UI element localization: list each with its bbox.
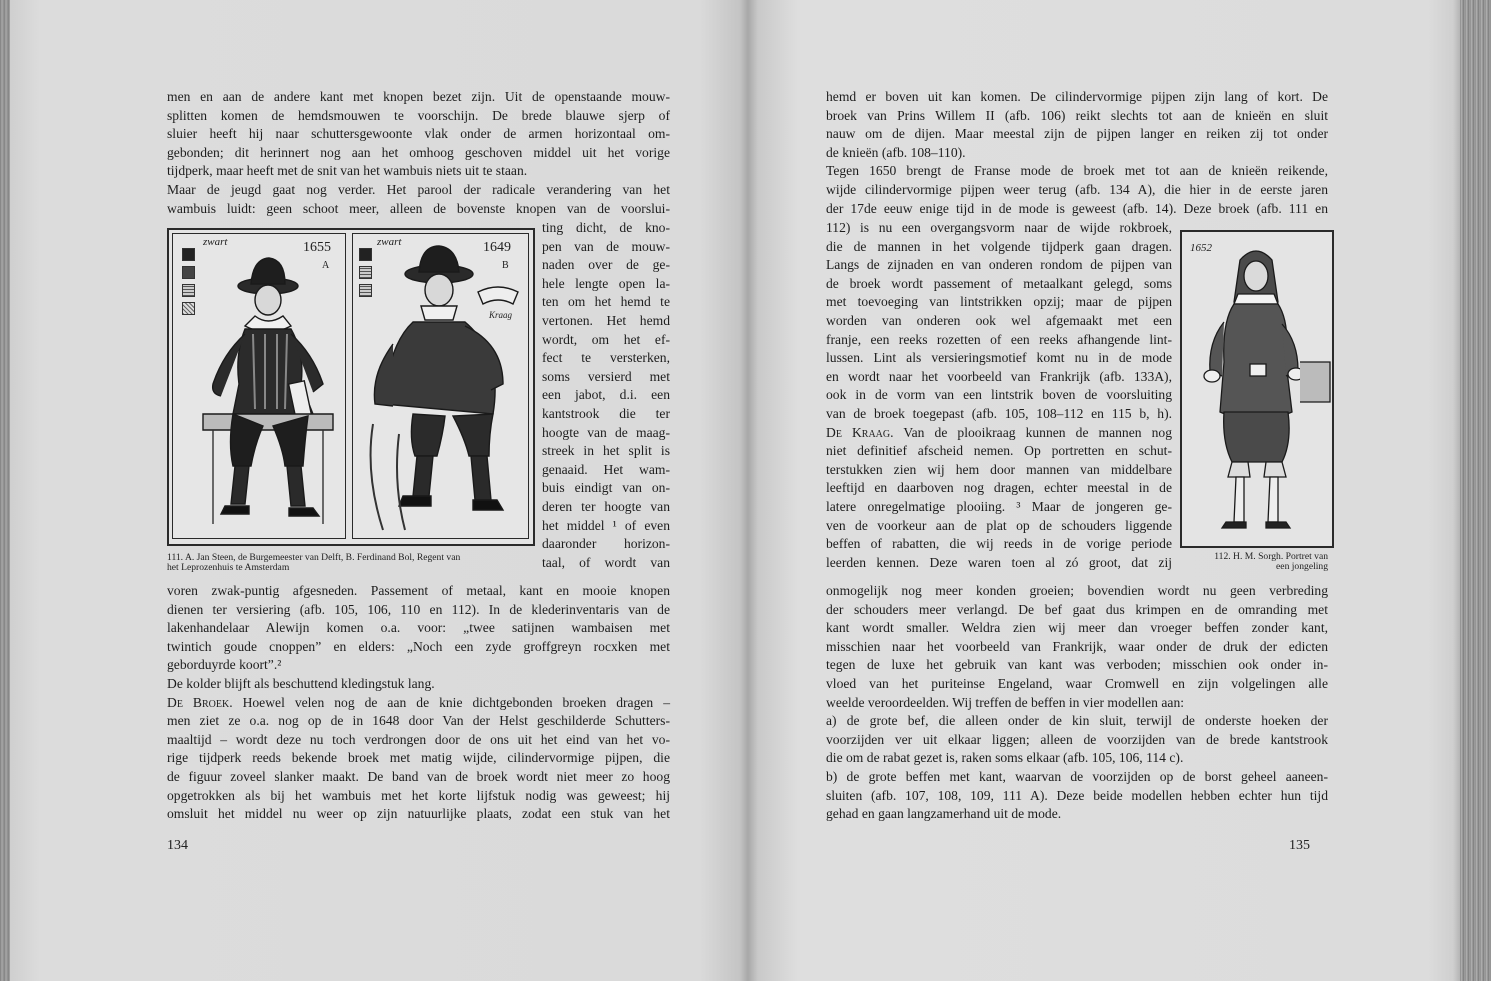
text-line: geborduyrde koort”.² [167, 657, 282, 673]
figure-111-caption [167, 553, 460, 573]
text-line: De Kraag. Van de plooikraag kunnen de mannen nog [826, 424, 1172, 440]
text-line: franje, een reeks rozetten of een reeks afhangende lint- [826, 331, 1172, 347]
text-line: der 17de eeuw enige tijd in de mode is geweest (afb. 14). Deze broek (afb. 111 en [826, 200, 1328, 216]
text-line: b) de grote beffen met kant, waarvan de voorzijden op de borst geheel aaneen- [826, 768, 1328, 784]
text-line: tegen de luxe het gebruik van kant was verboden; misschien ook onder in- [826, 657, 1328, 673]
panel-year: 1655 [303, 240, 331, 255]
text-line: die de mannen in het volgende tijdperk gaan dragen. [826, 238, 1172, 254]
text-line: die om de rabat gezet is, raken soms elkaar (afb. 105, 106, 114 c). [826, 750, 1184, 766]
collar-label: Kraag [489, 310, 513, 320]
text-line: en wordt naar het voorbeeld van Frankrijk (afb. 133A), [826, 368, 1172, 384]
text-line: splitten komen de hemdsmouwen te voorschijn. De brede blauwe sjerp of [167, 107, 670, 123]
text-line: Maar de jeugd gaat nog verder. Het parool der radicale verandering van het [167, 181, 670, 197]
text-line: Langs de zijnaden en van onderen rondom de pijpen van [826, 257, 1172, 273]
text-line: voren zwak-puntig afgesneden. Passement of metaal, kant en mooie knopen [167, 583, 670, 598]
text-line: beffen of rabatten, die wij reeds in de vorige periode [826, 536, 1172, 552]
panel-year: 1649 [483, 240, 511, 255]
left-text-bottom [167, 582, 670, 824]
text-line: broek van Prins Willem II (afb. 106) reikt slechts tot aan de knieën en sluit [826, 107, 1328, 123]
standing-youth-illustration [1182, 232, 1332, 546]
text-line: gehad en gaan langzamerhand uit de mode. [826, 806, 1062, 822]
text-line: lakenhandelaar Alewijn komen o.a. voor: „twee satijnen wambaisen met [167, 620, 670, 636]
text-line: pen van de mouw- [542, 238, 670, 254]
page-edge [1460, 0, 1491, 981]
section-heading: De Broek. [167, 694, 233, 710]
text-line: soms versierd met [542, 368, 670, 384]
figure-112 [1180, 230, 1334, 548]
text-line: worden van onderen ook wel afgemaakt met een [826, 312, 1172, 328]
text-line: streek in het split is [542, 443, 670, 459]
seated-man-illustration [173, 234, 345, 538]
figure-year: 1652 [1190, 242, 1212, 254]
text-line: omsluit het middel nu weer op zijn natuurlijke plaats, zodat een stuk van het [167, 806, 670, 822]
text-line: een jabot, d.i. een [542, 387, 670, 403]
text-line: 112) is nu een overgangsvorm naar de wijde rokbroek, [826, 220, 1172, 235]
text-line: De Broek. Hoewel velen nog de aan de knie dichtgebonden broeken dragen – [167, 694, 670, 710]
text-line: opgetrokken als bij het wambuis met het korte lijfstuk nodig was geweest; hij [167, 787, 670, 803]
text-line: tijdperk, maar heeft met de snit van het wambuis niets uit te staan. [167, 163, 528, 179]
text-line: genaaid. Het wam- [542, 461, 670, 477]
text-line: wijde cilindervormige pijpen weer terug (afb. 134 A), die hier in de eerste jaren [826, 181, 1328, 197]
text-line: dienen ter versiering (afb. 105, 106, 110 en 112). In de klederinventaris van de [167, 601, 670, 617]
text-line: de figuur zoveel slanker maakt. De band van de broek wordt niet meer zo hoog [167, 768, 670, 784]
text-line: men en aan de andere kant met knopen bezet zijn. Uit de openstaande mouw- [167, 89, 670, 104]
text-line: taal, of wordt van [542, 554, 670, 570]
right-text-top [826, 88, 1328, 218]
caption-line: het Leprozenhuis te Amsterdam [167, 562, 290, 573]
text-line: leeftijd en daarboven nog dragen, echter meestal in de [826, 480, 1172, 496]
caption-line: een jongeling [1276, 561, 1328, 572]
text-line: van de broek toegepast (afb. 105, 108–112 en 115 b, h). [826, 405, 1172, 421]
text-line: ook in de vorm van een lintstrik boven de voorsluiting [826, 387, 1172, 403]
left-text-side [542, 219, 670, 572]
text-line: men ziet ze o.a. nog op de in 1648 door Van der Helst geschilderde Schutters- [167, 713, 670, 729]
text-line: buis eindigt van on- [542, 480, 670, 496]
panel-note: zwart [377, 236, 402, 248]
page-edge [0, 0, 10, 981]
page-number-left: 134 [167, 838, 188, 853]
text-line: latere onregelmatige plooiing. ³ Maar de jongeren ge- [826, 498, 1172, 514]
text-line: misschien naar het voorbeeld van Frankrijk, waar onder de druk der edicten [826, 638, 1328, 654]
text-line: hoogte van de maag- [542, 424, 670, 440]
text-line: wordt, om het ef- [542, 331, 670, 347]
text-line: rige tijdperk reeds bekende broek met matig wijde, cilindervormige pijpen, die [167, 750, 670, 766]
text-line: niet definitief afscheid nemen. Op portretten en schut- [826, 443, 1172, 459]
text-line: hemd er boven uit kan komen. De cilindervormige pijpen zijn lang of kort. De [826, 89, 1328, 104]
text-line: voorzijden ver uit elkaar liggen; alleen de voorzijden van de brede kantstrook [826, 731, 1328, 747]
text-line: maaltijd – wordt deze nu toch verdrongen door de ons uit het eind van het vo- [167, 731, 670, 747]
text-line: kantstrook die ter [542, 405, 670, 421]
text-line: ten om het hemd te [542, 294, 670, 310]
right-text-side [826, 219, 1172, 572]
text-line: de broek wordt passement of metaalkant gelegd, soms [826, 275, 1172, 291]
panel-note: zwart [203, 236, 228, 248]
text-line: sluiten (afb. 107, 108, 109, 111 A). Deze beide modellen hebben echter hun tijd [826, 787, 1328, 803]
text-line: het middel ¹ of even [542, 517, 670, 533]
text-line: naden over de ge- [542, 257, 670, 273]
text-line: lussen. Lint als versieringsmotief komt nu in de mode [826, 350, 1172, 366]
text-line: sluier heeft hij naar schuttersgewoonte vlak onder de armen horizontaal om- [167, 126, 670, 142]
text-line: onmogelijk nog meer konden groeien; bovendien wordt nu geen verbreding [826, 583, 1328, 598]
text-line: gebonden; dit herinnert nog aan het omhoog geschoven middel uit het vorige [167, 144, 670, 160]
text-line: vloed van het puriteinse Engeland, waar Cromwell en zijn volgelingen alle [826, 675, 1328, 691]
seated-regent-illustration [353, 234, 528, 538]
caption-line: 112. H. M. Sorgh. Portret van [1214, 551, 1328, 562]
text-line: der schouders meer verlangd. De bef gaat dus krimpen en de omranding met [826, 601, 1328, 617]
figure-111 [167, 228, 535, 546]
text-line: weelde veroordeelden. Wij treffen de beffen in vier modellen aan: [826, 694, 1185, 710]
section-heading: De Kraag. [826, 424, 894, 440]
caption-line: 111. A. Jan Steen, de Burgemeester van Delft, B. Ferdinand Bol, Regent van [167, 552, 461, 563]
left-text-top [167, 88, 670, 218]
text-line: vertonen. Het hemd [542, 312, 670, 328]
text-line: ting dicht, de kno- [542, 220, 670, 235]
figure-112-caption [1182, 552, 1328, 572]
text-line: hele lengte open la- [542, 275, 670, 291]
text-line: deren ter hoogte van [542, 498, 670, 514]
text-line: met toevoeging van lintstrikken opzij; maar de pijpen [826, 294, 1172, 310]
figure-panel-a [172, 233, 346, 539]
right-page [748, 0, 1460, 981]
text-line: twintich goude cnoppen” en elders: „Noch een zyde groffgreyn rocxken met [167, 638, 670, 654]
panel-letter: B [502, 260, 509, 271]
right-text-bottom [826, 582, 1328, 824]
text-line: kant wordt smaller. Weldra zien wij meer dan vroeger beffen zonder kant, [826, 620, 1328, 636]
text-line: daaronder horizon- [542, 536, 670, 552]
text-line: Tegen 1650 brengt de Franse mode de broek met tot aan de knieën reikende, [826, 163, 1328, 179]
text-line: fect te versterken, [542, 350, 670, 366]
text-line: terstukken zien wij hem door mannen van middelbare [826, 461, 1172, 477]
text-line: de knieën (afb. 108–110). [826, 144, 966, 160]
figure-panel-b [352, 233, 529, 539]
panel-letter: A [322, 260, 330, 271]
text-line: De kolder blijft als beschuttend kledingstuk lang. [167, 675, 435, 691]
text-line: wambuis luidt: geen schoot meer, alleen de bovenste knopen van de voorslui- [167, 200, 670, 216]
text-line: nauw om de dijen. Maar meestal zijn de pijpen langer en reiken zij tot onder [826, 126, 1328, 142]
text-line: ven de voorkeur aan de plat op de schouders liggende [826, 517, 1172, 533]
page-number-right: 135 [1289, 838, 1310, 853]
text-line: leerden kennen. Deze waren toen al zó groot, dat zij [826, 554, 1172, 570]
text-line: a) de grote bef, die alleen onder de kin sluit, terwijl de onderste hoeken der [826, 713, 1328, 729]
